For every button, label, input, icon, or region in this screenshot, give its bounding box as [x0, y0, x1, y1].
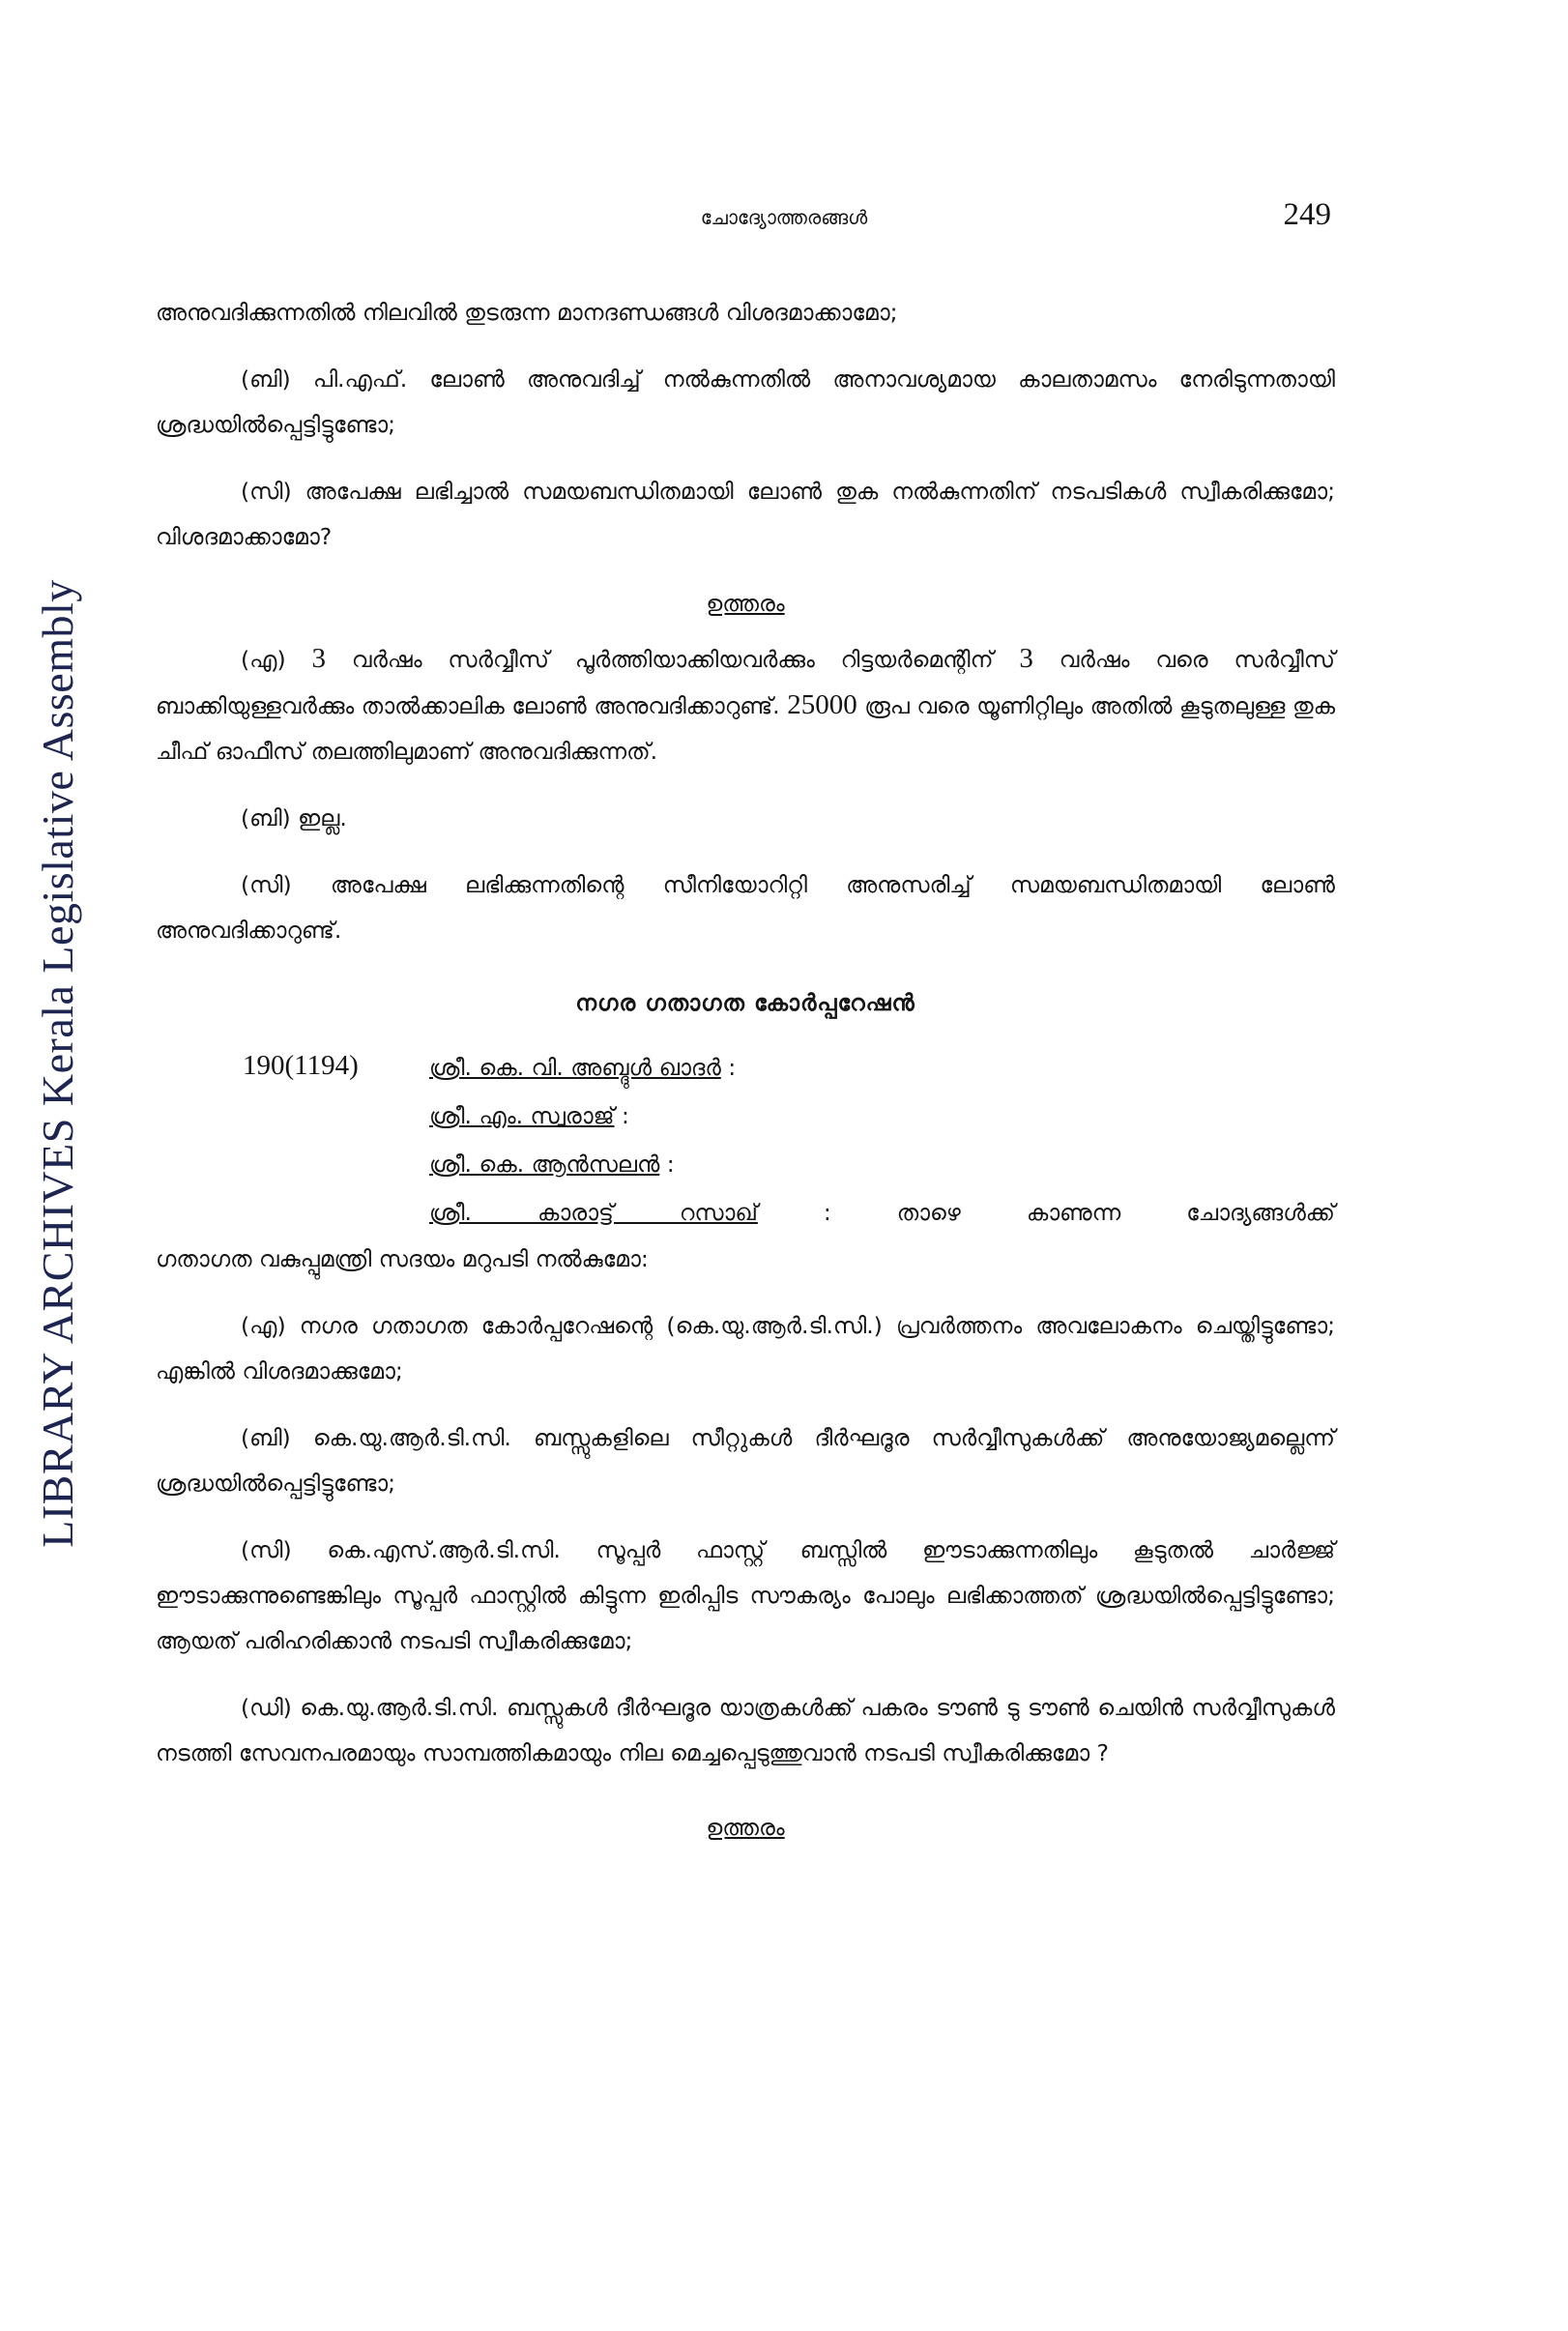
question2-part-d: (ഡി) കെ.യു.ആർ.ടി.സി. ബസ്സുകൾ ദീർഘദൂര യാത്രകൾക്ക് പകരം ടൗൺ ടു ടൗൺ ചെയിൻ സർവ്വീസുകൾ നടത്തി സേവനപരമായും സാമ്പത്തികമായും നില മെച്ചപ്പെടുത്തുവാൻ നടപടി സ്വീകരിക്കുമോ ?	[156, 1694, 1335, 1766]
member-separator: :	[720, 1054, 737, 1081]
question2-part-b: (ബി) കെ.യു.ആർ.ടി.സി. ബസ്സുകളിലെ സീറ്റുകൾ ദീർഘദൂര സർവ്വീസുകൾക്ക് അനുയോജ്യമല്ലെന്ന് ശ്രദ്ധയിൽപ്പെട്ടിട്ടുണ്ടോ;	[156, 1424, 1335, 1497]
member-line-tail: : താഴെ കാണുന്ന ചോദ്യങ്ങൾക്ക്	[757, 1199, 1335, 1226]
answer-heading	[156, 581, 1335, 626]
question-number: 190(1194)	[243, 1050, 359, 1081]
answer-part-a-text-2: വർഷം വരെ സർവ്വീസ് ബാക്കിയുള്ളവർക്കും താൽക്കാലിക ലോൺ അനുവദിക്കാറുണ്ട്.	[156, 646, 1336, 719]
answer-heading-text: ഉത്തരം	[706, 590, 785, 617]
answer-part-a-text-1: വർഷം സർവ്വീസ് പൂർത്തിയാക്കിയവർക്കും റിട്ടയർമെന്റിന്	[325, 646, 1020, 673]
answer-part-a	[156, 636, 1335, 774]
member-name: ശ്രീ. എം. സ്വരാജ്	[429, 1102, 615, 1129]
question-part-c: (സി) അപേക്ഷ ലഭിച്ചാൽ സമയബന്ധിതമായി ലോൺ തുക നൽകുന്നതിന് നടപടികൾ സ്വീകരിക്കുമോ; വിശദമാക്കാമോ?	[156, 478, 1335, 550]
member-line	[156, 1140, 1335, 1188]
question2-part-a: (എ) നഗര ഗതാഗത കോർപ്പറേഷന്റെ (കെ.യു.ആർ.ടി.സി.) പ്രവർത്തനം അവലോകനം ചെയ്തിട്ടുണ്ടോ; എങ്കിൽ വിശദമാക്കുമോ;	[156, 1312, 1335, 1384]
answer-part-a-prefix: (എ)	[241, 646, 312, 673]
member-separator: :	[614, 1102, 629, 1129]
question-part-b: (ബി) പി.എഫ്. ലോൺ അനുവദിച്ച് നൽകുന്നതിൽ അനാവശ്യമായ കാലതാമസം നേരിടുന്നതായി ശ്രദ്ധയിൽപ്പെട്ടിട്ടുണ്ടോ;	[156, 365, 1335, 438]
question-addressee: ഗതാഗത വകുപ്പുമന്ത്രി സദയം മറുപടി നൽകുമോ:	[156, 1245, 649, 1272]
page-number: 249	[1283, 197, 1331, 232]
archive-watermark: LIBRARY ARCHIVES Kerala Legislative Assembly	[33, 579, 82, 1548]
continued-question-line: അനുവദിക്കുന്നതിൽ നിലവിൽ തുടരുന്ന മാനദണ്ഡങ്ങൾ വിശദമാക്കാമോ;	[156, 299, 898, 326]
member-line-last	[156, 1188, 1335, 1237]
years-served-number: 3	[311, 643, 326, 674]
answer-part-b: (ബി) ഇല്ല.	[241, 804, 347, 831]
member-name: ശ്രീ. കെ. ആൻസലൻ	[429, 1151, 660, 1178]
years-remaining-number: 3	[1019, 643, 1033, 674]
member-line	[156, 1092, 1335, 1140]
member-name: ശ്രീ. കെ. വി. അബ്ദുൾ ഖാദർ	[429, 1054, 721, 1081]
member-name: ശ്രീ. കാരാട്ട് റസാഖ്	[429, 1199, 758, 1226]
question2-part-c: (സി) കെ.എസ്.ആർ.ടി.സി. സൂപ്പർ ഫാസ്റ്റ് ബസ്സിൽ ഈടാക്കുന്നതിലും കൂടുതൽ ചാർജ്ജ് ഈടാക്കുന്നുണ്ടെങ്കിലും സൂപ്പർ ഫാസ്റ്റിൽ കിട്ടുന്ന ഇരിപ്പിട സൗകര്യം പോലും ലഭിക്കാത്തത് ശ്രദ്ധയിൽപ്പെട്ടിട്ടുണ്ടോ; ആയത് പരിഹരിക്കാൻ നടപടി സ്വീകരിക്കുമോ;	[156, 1536, 1335, 1654]
page-content	[156, 290, 1335, 1850]
section-title: നഗര ഗതാഗത കോർപ്പറേഷൻ	[575, 989, 915, 1016]
running-header: ചോദ്യോത്തരങ്ങൾ	[700, 206, 868, 229]
member-separator: :	[659, 1151, 675, 1178]
answer2-heading-text: ഉത്തരം	[706, 1814, 785, 1841]
answer2-heading	[156, 1805, 1335, 1850]
question-members-block	[156, 1043, 1335, 1237]
answer-part-c: (സി) അപേക്ഷ ലഭിക്കുന്നതിന്റെ സീനിയോറിറ്റി അനുസരിച്ച് സമയബന്ധിതമായി ലോൺ അനുവദിക്കാറുണ്ട്.	[156, 871, 1335, 944]
answer-part-a-text-3: രൂപ വരെ യൂണിറ്റിലും അതിൽ കൂടുതലുള്ള തുക ചീഫ് ഓഫീസ് തലത്തിലുമാണ് അനുവദിക്കുന്നത്.	[156, 692, 1335, 765]
loan-limit-amount: 25000	[787, 689, 857, 720]
